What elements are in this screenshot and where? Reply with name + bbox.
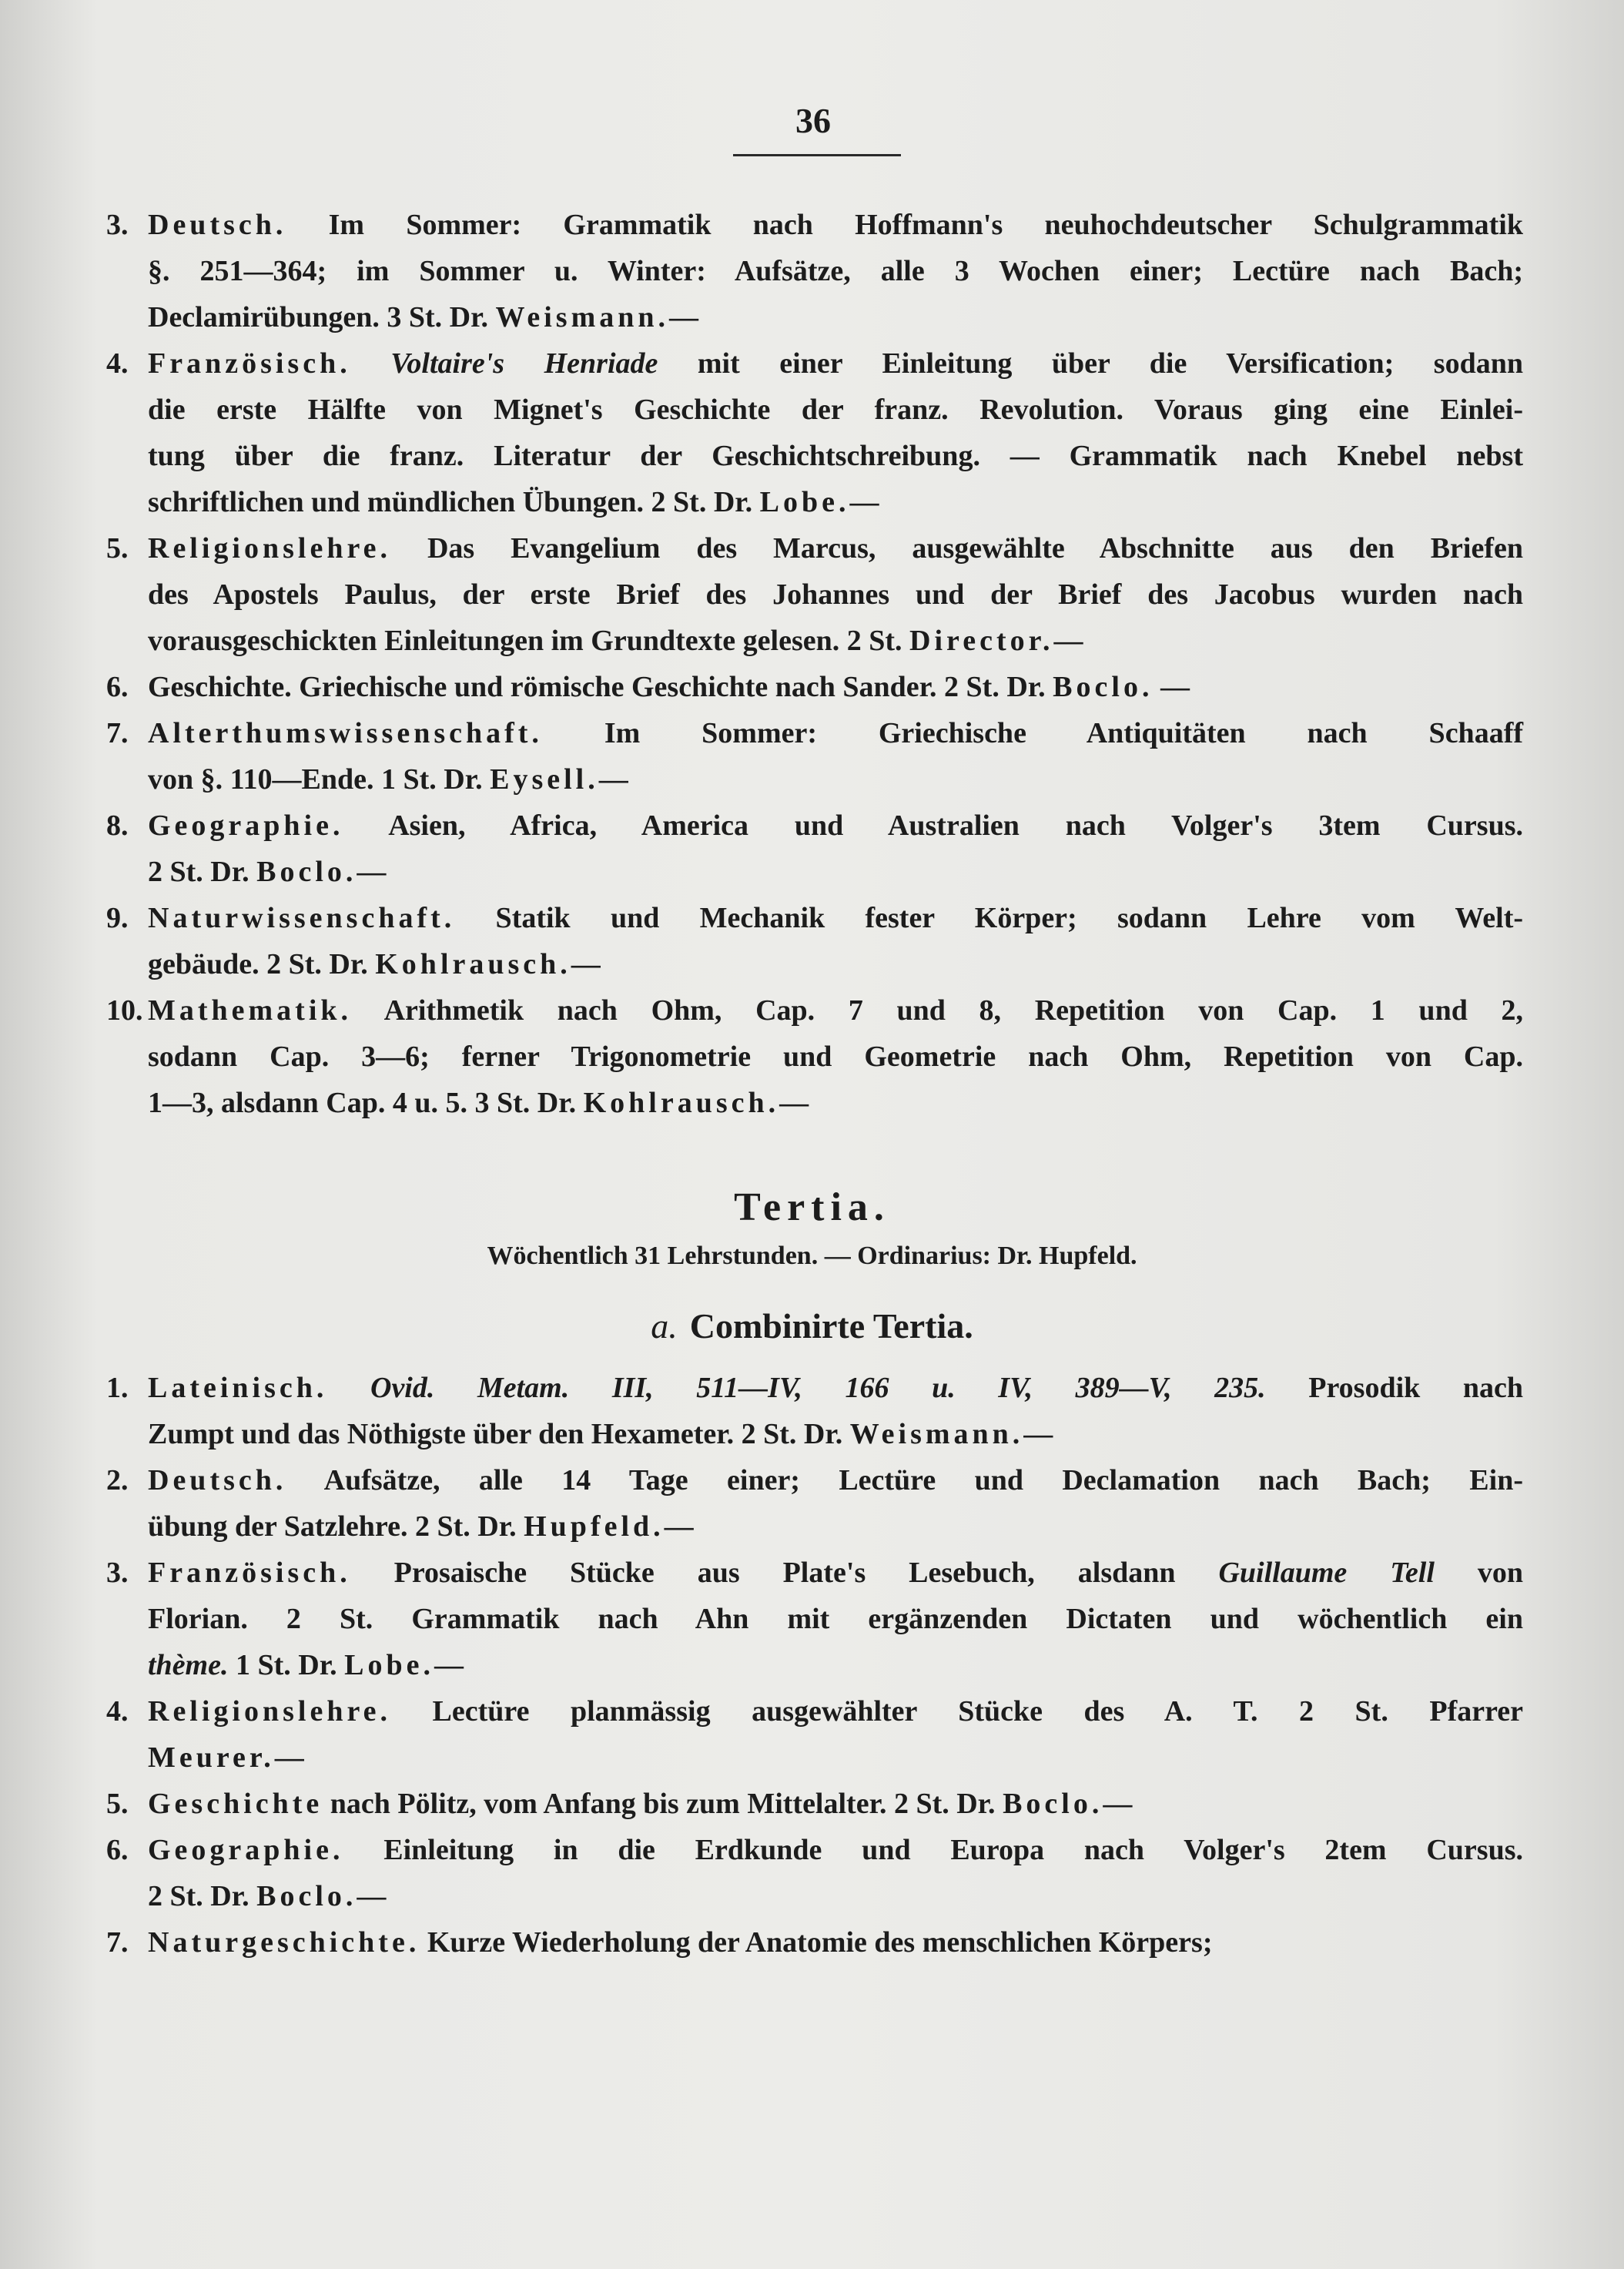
text-run: — [434, 1649, 464, 1681]
text-run: von §. 110—Ende. 1 St. Dr. [148, 763, 491, 796]
list-item [106, 1827, 1523, 1919]
subsection-title: Combinirte Tertia. [689, 1306, 973, 1346]
spaced-term: Geographie. [148, 809, 344, 842]
text-run: Zumpt und das Nöthigste über den Hexameter. 2 St. Dr. [148, 1418, 850, 1450]
page-number-rule [733, 154, 901, 156]
text-run: — [849, 486, 879, 518]
item-number: 4. [106, 1695, 129, 1728]
text-run: 1 St. Dr. [228, 1649, 345, 1681]
text-run: mit einer Einleitung über die Versification; sodann [658, 347, 1524, 380]
spaced-term: Kohlrausch. [583, 1087, 780, 1119]
text-line [148, 340, 1523, 387]
spaced-term: Naturwissenschaft. [148, 902, 456, 934]
spaced-term: Eysell. [490, 763, 599, 796]
page-number: 36 [795, 101, 831, 140]
item-number: 3. [106, 209, 129, 241]
text-line [148, 1827, 1523, 1873]
text-run: 1—3, alsdann Cap. 4 u. 5. 3 St. Dr. [148, 1087, 584, 1119]
lower-item-list [106, 1365, 1523, 1966]
item-number: 10. [106, 994, 143, 1027]
text-run: Aufsätze, alle 14 Tage einer; Lectüre und Declamation nach Bach; Ein- [286, 1464, 1523, 1496]
spaced-term: Hupfeld. [524, 1510, 665, 1543]
item-number: 4. [106, 347, 129, 380]
spaced-term: Lateinisch. [148, 1372, 328, 1404]
text-run: 2 St. Dr. [148, 1880, 257, 1912]
text-run: — [664, 1510, 694, 1543]
text-run: — [669, 301, 699, 333]
text-run: Prosodik nach [1265, 1372, 1523, 1404]
spaced-term: Französisch. [148, 1557, 351, 1589]
text-line [148, 987, 1523, 1034]
item-number: 3. [106, 1557, 129, 1589]
spaced-term: Weismann. [495, 301, 670, 333]
list-item [106, 987, 1523, 1126]
item-number: 6. [106, 671, 129, 703]
text-line [148, 1688, 1523, 1734]
subsection-label: a. [651, 1306, 678, 1346]
text-line [148, 1596, 1523, 1642]
text-run: des Apostels Paulus, der erste Brief des Johannes und der Brief des Jacobus wurden nach [148, 578, 1523, 611]
list-item [106, 1919, 1523, 1966]
text-line [148, 710, 1523, 756]
italic-term: Guillaume Tell [1218, 1557, 1435, 1589]
spaced-term: Boclo. [256, 856, 357, 888]
spaced-term: Weismann. [849, 1418, 1024, 1450]
text-run: übung der Satzlehre. 2 St. Dr. [148, 1510, 524, 1543]
spaced-term: Alterthumswissenschaft. [148, 717, 543, 749]
text-line [148, 248, 1523, 294]
list-item [106, 710, 1523, 803]
text-line [148, 202, 1523, 248]
text-line [148, 525, 1523, 571]
text-run: nach Pölitz, vom Anfang bis zum Mittelalter. 2 St. Dr. [323, 1788, 1003, 1820]
text-line [148, 1411, 1523, 1457]
text-line [148, 618, 1523, 664]
text-run: Im Sommer: Griechische Antiquitäten nach Schaaff [542, 717, 1523, 749]
spaced-term: Lobe. [344, 1649, 434, 1681]
spaced-term: Kohlrausch. [375, 948, 571, 980]
text-run: Lectüre planmässig ausgewählter Stücke des A. T. 2 St. Pfarrer [391, 1695, 1523, 1728]
text-run: Declamirübungen. 3 St. Dr. [148, 301, 496, 333]
spaced-term: Geschichte [148, 1788, 323, 1820]
text-run: Im Sommer: Grammatik nach Hoffmann's neuhochdeutscher Schulgrammatik [286, 209, 1523, 241]
text-run: — [1103, 1788, 1133, 1820]
text-line [148, 387, 1523, 433]
text-run: §. 251—364; im Sommer u. Winter: Aufsätze, alle 3 Wochen einer; Lectüre nach Bach; [148, 255, 1523, 287]
text-line [148, 1919, 1523, 1966]
spaced-term: Meurer. [148, 1741, 275, 1774]
item-number: 1. [106, 1372, 129, 1404]
text-run: Prosaische Stücke aus Plate's Lesebuch, alsdann [350, 1557, 1219, 1589]
text-line [148, 941, 1523, 987]
subsection-heading [0, 1305, 1624, 1346]
spaced-term: Französisch. [148, 347, 351, 380]
spaced-term: Boclo. [1003, 1788, 1103, 1820]
text-run: schriftlichen und mündlichen Übungen. 2 St. Dr. [148, 486, 760, 518]
text-line [148, 1642, 1523, 1688]
item-number: 5. [106, 532, 129, 565]
list-item [106, 803, 1523, 895]
text-line [148, 571, 1523, 618]
list-item [106, 664, 1523, 710]
list-item [106, 895, 1523, 987]
upper-item-list [106, 202, 1523, 1126]
list-item [106, 1550, 1523, 1688]
item-number: 7. [106, 1926, 129, 1959]
text-run: die erste Hälfte von Mignet's Geschichte der franz. Revolution. Voraus ging eine Einlei- [148, 394, 1523, 426]
text-line [148, 1080, 1523, 1126]
text-run: — [1153, 671, 1190, 703]
text-run: vorausgeschickten Einleitungen im Grundtexte gelesen. 2 St. [148, 625, 910, 657]
list-item [106, 1365, 1523, 1457]
italic-term: thème. [148, 1649, 229, 1681]
list-item [106, 525, 1523, 664]
text-line [148, 1781, 1523, 1827]
text-line [148, 803, 1523, 849]
text-run: 2 St. Dr. [148, 856, 257, 888]
text-run: — [1023, 1418, 1053, 1450]
spaced-term: Religionslehre. [148, 1695, 392, 1728]
italic-term: Ovid. Metam. III, 511—IV, 166 u. IV, 389—V, 235. [370, 1372, 1266, 1404]
item-number: 6. [106, 1834, 129, 1866]
text-run: tung über die franz. Literatur der Geschichtschreibung. — Grammatik nach Knebel nebst [148, 440, 1523, 472]
text-run: Asien, Africa, America und Australien nach Volger's 3tem Cursus. [343, 809, 1523, 842]
text-run: Einleitung in die Erdkunde und Europa nach Volger's 2tem Cursus. [343, 1834, 1523, 1866]
text-line [148, 479, 1523, 525]
text-line [148, 1550, 1523, 1596]
text-run: — [779, 1087, 809, 1119]
list-item [106, 1781, 1523, 1827]
spaced-term: Geographie. [148, 1834, 344, 1866]
text-run: — [1053, 625, 1083, 657]
text-run [351, 347, 391, 380]
list-item [106, 1457, 1523, 1550]
text-line [148, 1503, 1523, 1550]
text-run: Arithmetik nach Ohm, Cap. 7 und 8, Repetition von Cap. 1 und 2, [352, 994, 1523, 1027]
text-line [148, 756, 1523, 803]
text-run: — [598, 763, 628, 796]
text-run: — [357, 856, 387, 888]
text-run: Florian. 2 St. Grammatik nach Ahn mit ergänzenden Dictaten und wöchentlich ein [148, 1603, 1523, 1635]
spaced-term: Boclo. [1053, 671, 1154, 703]
item-number: 9. [106, 902, 129, 934]
section-title: Tertia. [734, 1185, 890, 1229]
text-line [148, 1365, 1523, 1411]
text-line [148, 294, 1523, 340]
text-run: — [274, 1741, 304, 1774]
list-item [106, 1688, 1523, 1781]
list-item [106, 202, 1523, 340]
text-run: Kurze Wiederholung der Anatomie des menschlichen Körpers; [420, 1926, 1213, 1959]
text-line [148, 1457, 1523, 1503]
spaced-term: Boclo. [256, 1880, 357, 1912]
text-line [148, 433, 1523, 479]
text-run: — [571, 948, 601, 980]
text-run: Statik und Mechanik fester Körper; sodann Lehre vom Welt- [455, 902, 1523, 934]
text-run: — [357, 1880, 387, 1912]
text-run: von [1434, 1557, 1524, 1589]
item-number: 2. [106, 1464, 129, 1496]
text-line [148, 849, 1523, 895]
text-line [148, 1734, 1523, 1781]
text-run [327, 1372, 370, 1404]
italic-term: Voltaire's Henriade [390, 347, 658, 380]
text-line [148, 1034, 1523, 1080]
list-item [106, 340, 1523, 525]
text-run: sodann Cap. 3—6; ferner Trigonometrie und Geometrie nach Ohm, Repetition von Cap. [148, 1041, 1523, 1073]
spaced-term: Mathematik. [148, 994, 353, 1027]
spaced-term: Deutsch. [148, 209, 287, 241]
item-number: 5. [106, 1788, 129, 1820]
item-number: 7. [106, 717, 129, 749]
spaced-term: Deutsch. [148, 1464, 287, 1496]
text-line [148, 895, 1523, 941]
spaced-term: Director. [909, 625, 1054, 657]
text-line [148, 1873, 1523, 1919]
spaced-term: Lobe. [759, 486, 850, 518]
text-run: Geschichte. Griechische und römische Geschichte nach Sander. 2 St. Dr. [148, 671, 1053, 703]
text-line [148, 664, 1523, 710]
item-number: 8. [106, 809, 129, 842]
text-run: gebäude. 2 St. Dr. [148, 948, 376, 980]
spaced-term: Religionslehre. [148, 532, 392, 565]
section-subtitle: Wöchentlich 31 Lehrstunden. — Ordinarius: Dr. Hupfeld. [487, 1242, 1137, 1270]
spaced-term: Naturgeschichte. [148, 1926, 420, 1959]
text-run: Das Evangelium des Marcus, ausgewählte Abschnitte aus den Briefen [391, 532, 1523, 565]
